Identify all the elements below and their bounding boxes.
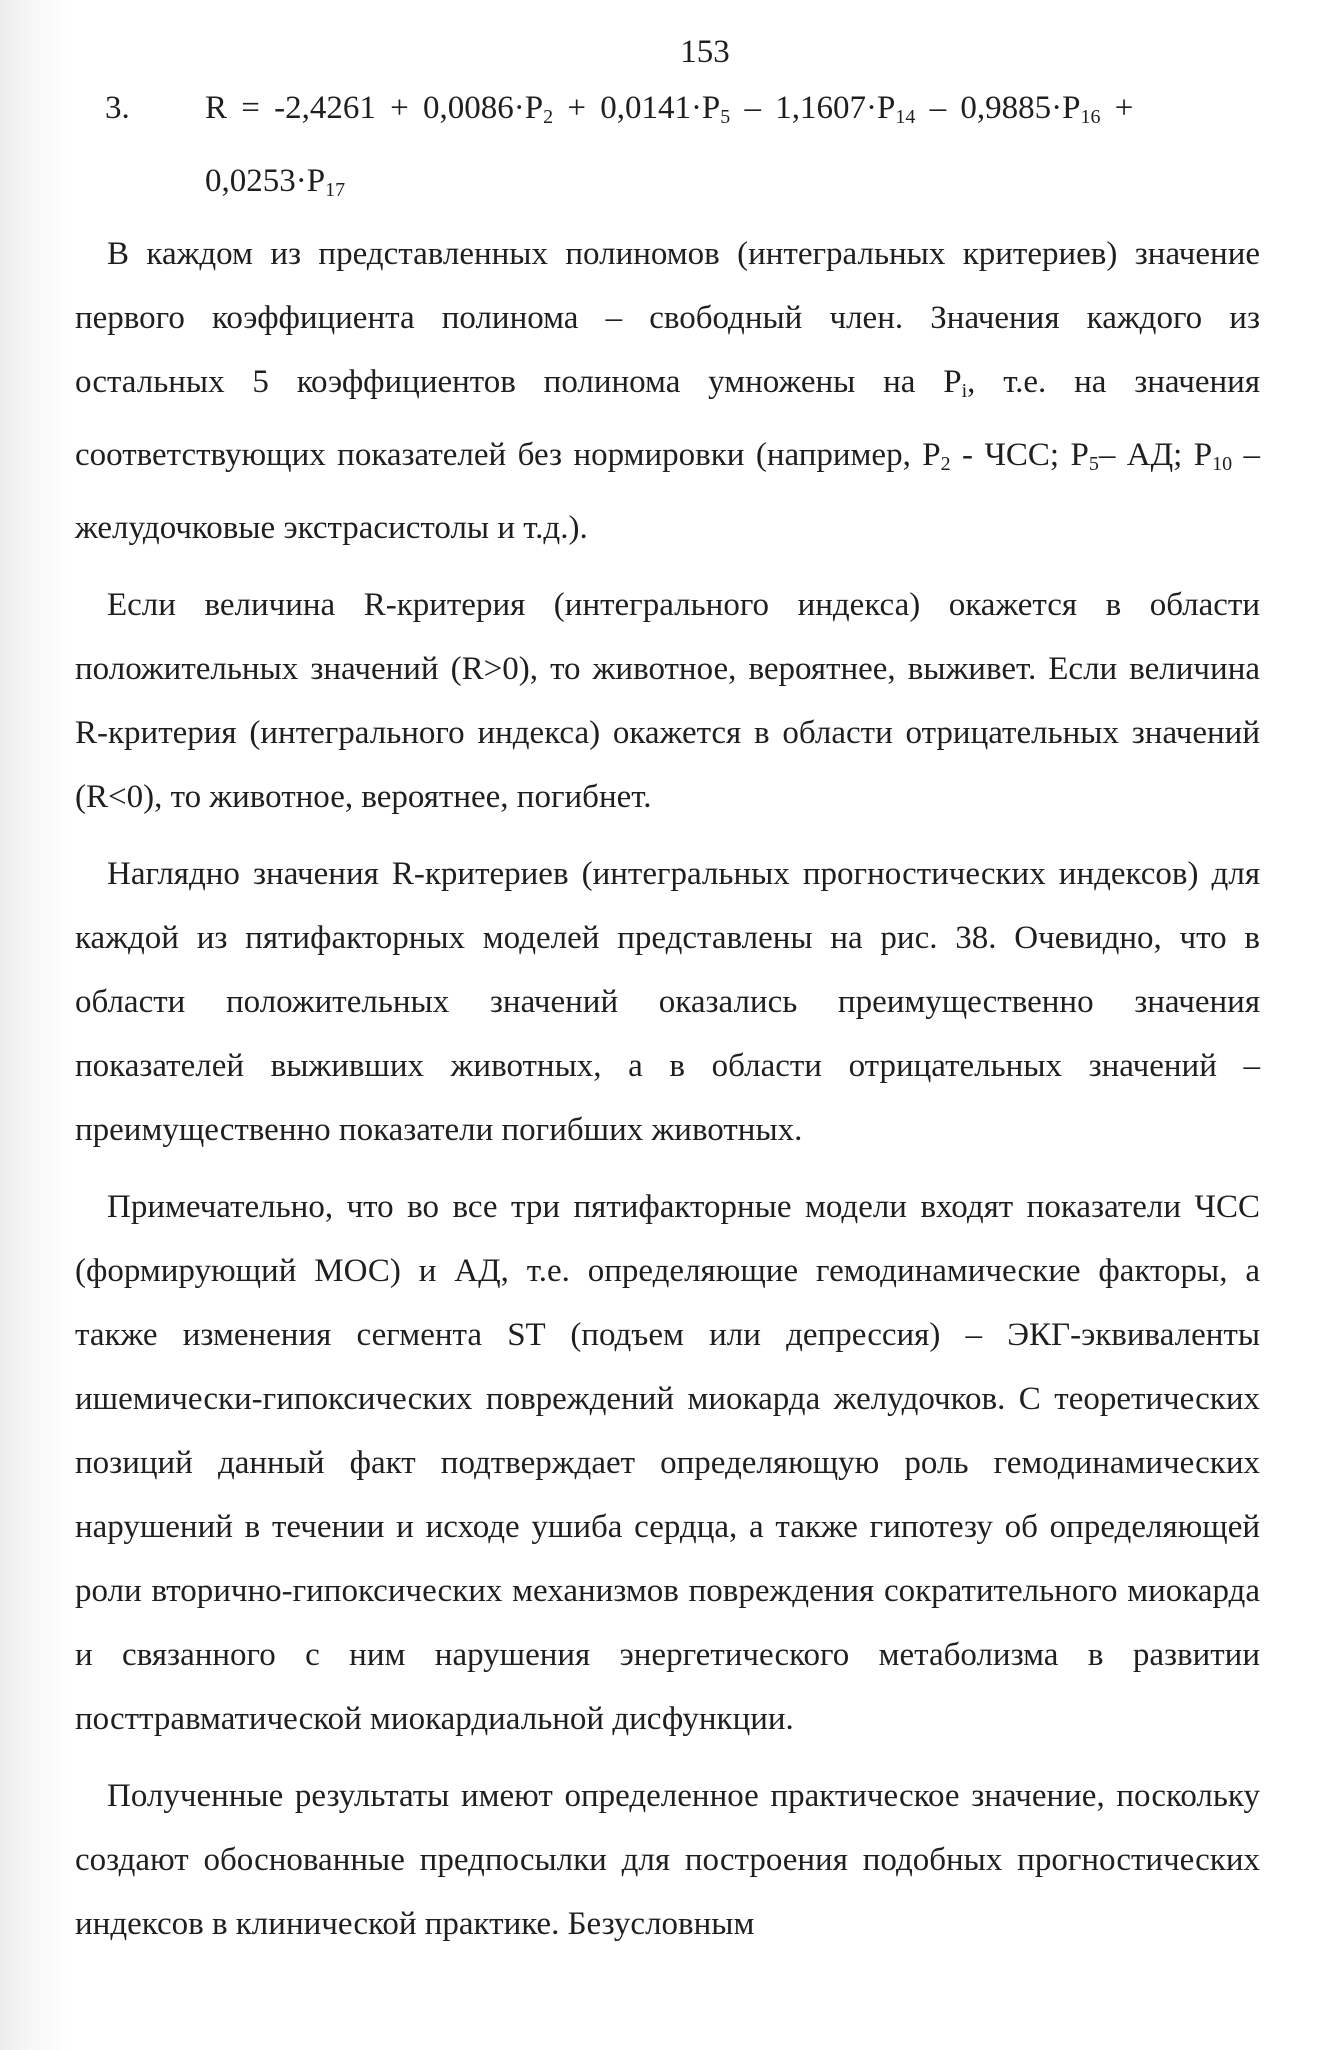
subscript: 14 <box>895 106 916 128</box>
subscript: 16 <box>1080 106 1101 128</box>
formula-number: 3. <box>105 90 130 126</box>
subscript: 10 <box>1212 453 1233 475</box>
subscript: 2 <box>940 453 951 475</box>
page-number: 153 <box>680 34 730 70</box>
document-page <box>75 28 1260 1956</box>
subscript: 5 <box>1088 453 1099 475</box>
scan-edge-shadow <box>0 0 70 2050</box>
formula-line-1: $R = -2,4261 + 0,0086\cdot P_2 + 0,0141\cdot P_5 - 1,1607\cdot P_{14} - 0,9885\cdot P_{16}$ + <box>205 90 1134 128</box>
subscript: 17 <box>325 179 346 201</box>
subscript: 2 <box>543 106 554 128</box>
paragraph-practical-value: Полученные результаты имеют определенное практическое значение, поскольку создают обоснованные предпосылки для построения подобных прогностических индексов в клинической практике. Безусловным <box>75 1778 1260 1942</box>
formula-line-2: $0,0253\cdot P_{17}$ <box>205 163 346 201</box>
formula-block <box>75 76 1260 222</box>
subscript: 5 <box>720 106 731 128</box>
paragraph-figure-38: Наглядно значения R-критериев (интегральных прогностических индексов) для каждой из пятифакторных моделей представлены на рис. 38. Очевидно, что в области положительных значений оказались преимущественно значения показателей выживших животных, а в области отрицательных значений – преимущественно показатели погибших животных. <box>75 856 1260 1148</box>
paragraph-r-criterion: Если величина R-критерия (интегрального индекса) окажется в области положительных значений (R>0), то животное, вероятнее, выживет. Если величина R-критерия (интегрального индекса) окажется в области отрицательных значений (R<0), то животное, вероятнее, погибнет. <box>75 587 1260 815</box>
subscript: i <box>961 380 968 402</box>
paragraph-polynomials: В каждом из представленных полиномов (интегральных критериев) значение первого коэффициента полинома – свободный член. Значения каждого из остальных 5 коэффициентов полинома умножены на $P_i$, т.е. на значения соответствующих показателей без нормировки (например, $P_2$ - ЧСС; $P_5-$ АД; $P_{10}$ – желудочковые экстрасистолы и т.д.). <box>75 236 1261 546</box>
paragraph-hemodynamics: Примечательно, что во все три пятифакторные модели входят показатели ЧСС (формирующий МОС) и АД, т.е. определяющие гемодинамические факторы, а также изменения сегмента ST (подъем или депрессия) – ЭКГ-эквиваленты ишемически-гипоксических повреждений миокарда желудочков. С теоретических позиций данный факт подтверждает определяющую роль гемодинамических нарушений в течении и исходе ушиба сердца, а также гипотезу об определяющей роли вторично-гипоксических механизмов повреждения сократительного миокарда и связанного с ним нарушения энергетического метаболизма в развитии посттравматической миокардиальной дисфункции. <box>75 1189 1260 1737</box>
